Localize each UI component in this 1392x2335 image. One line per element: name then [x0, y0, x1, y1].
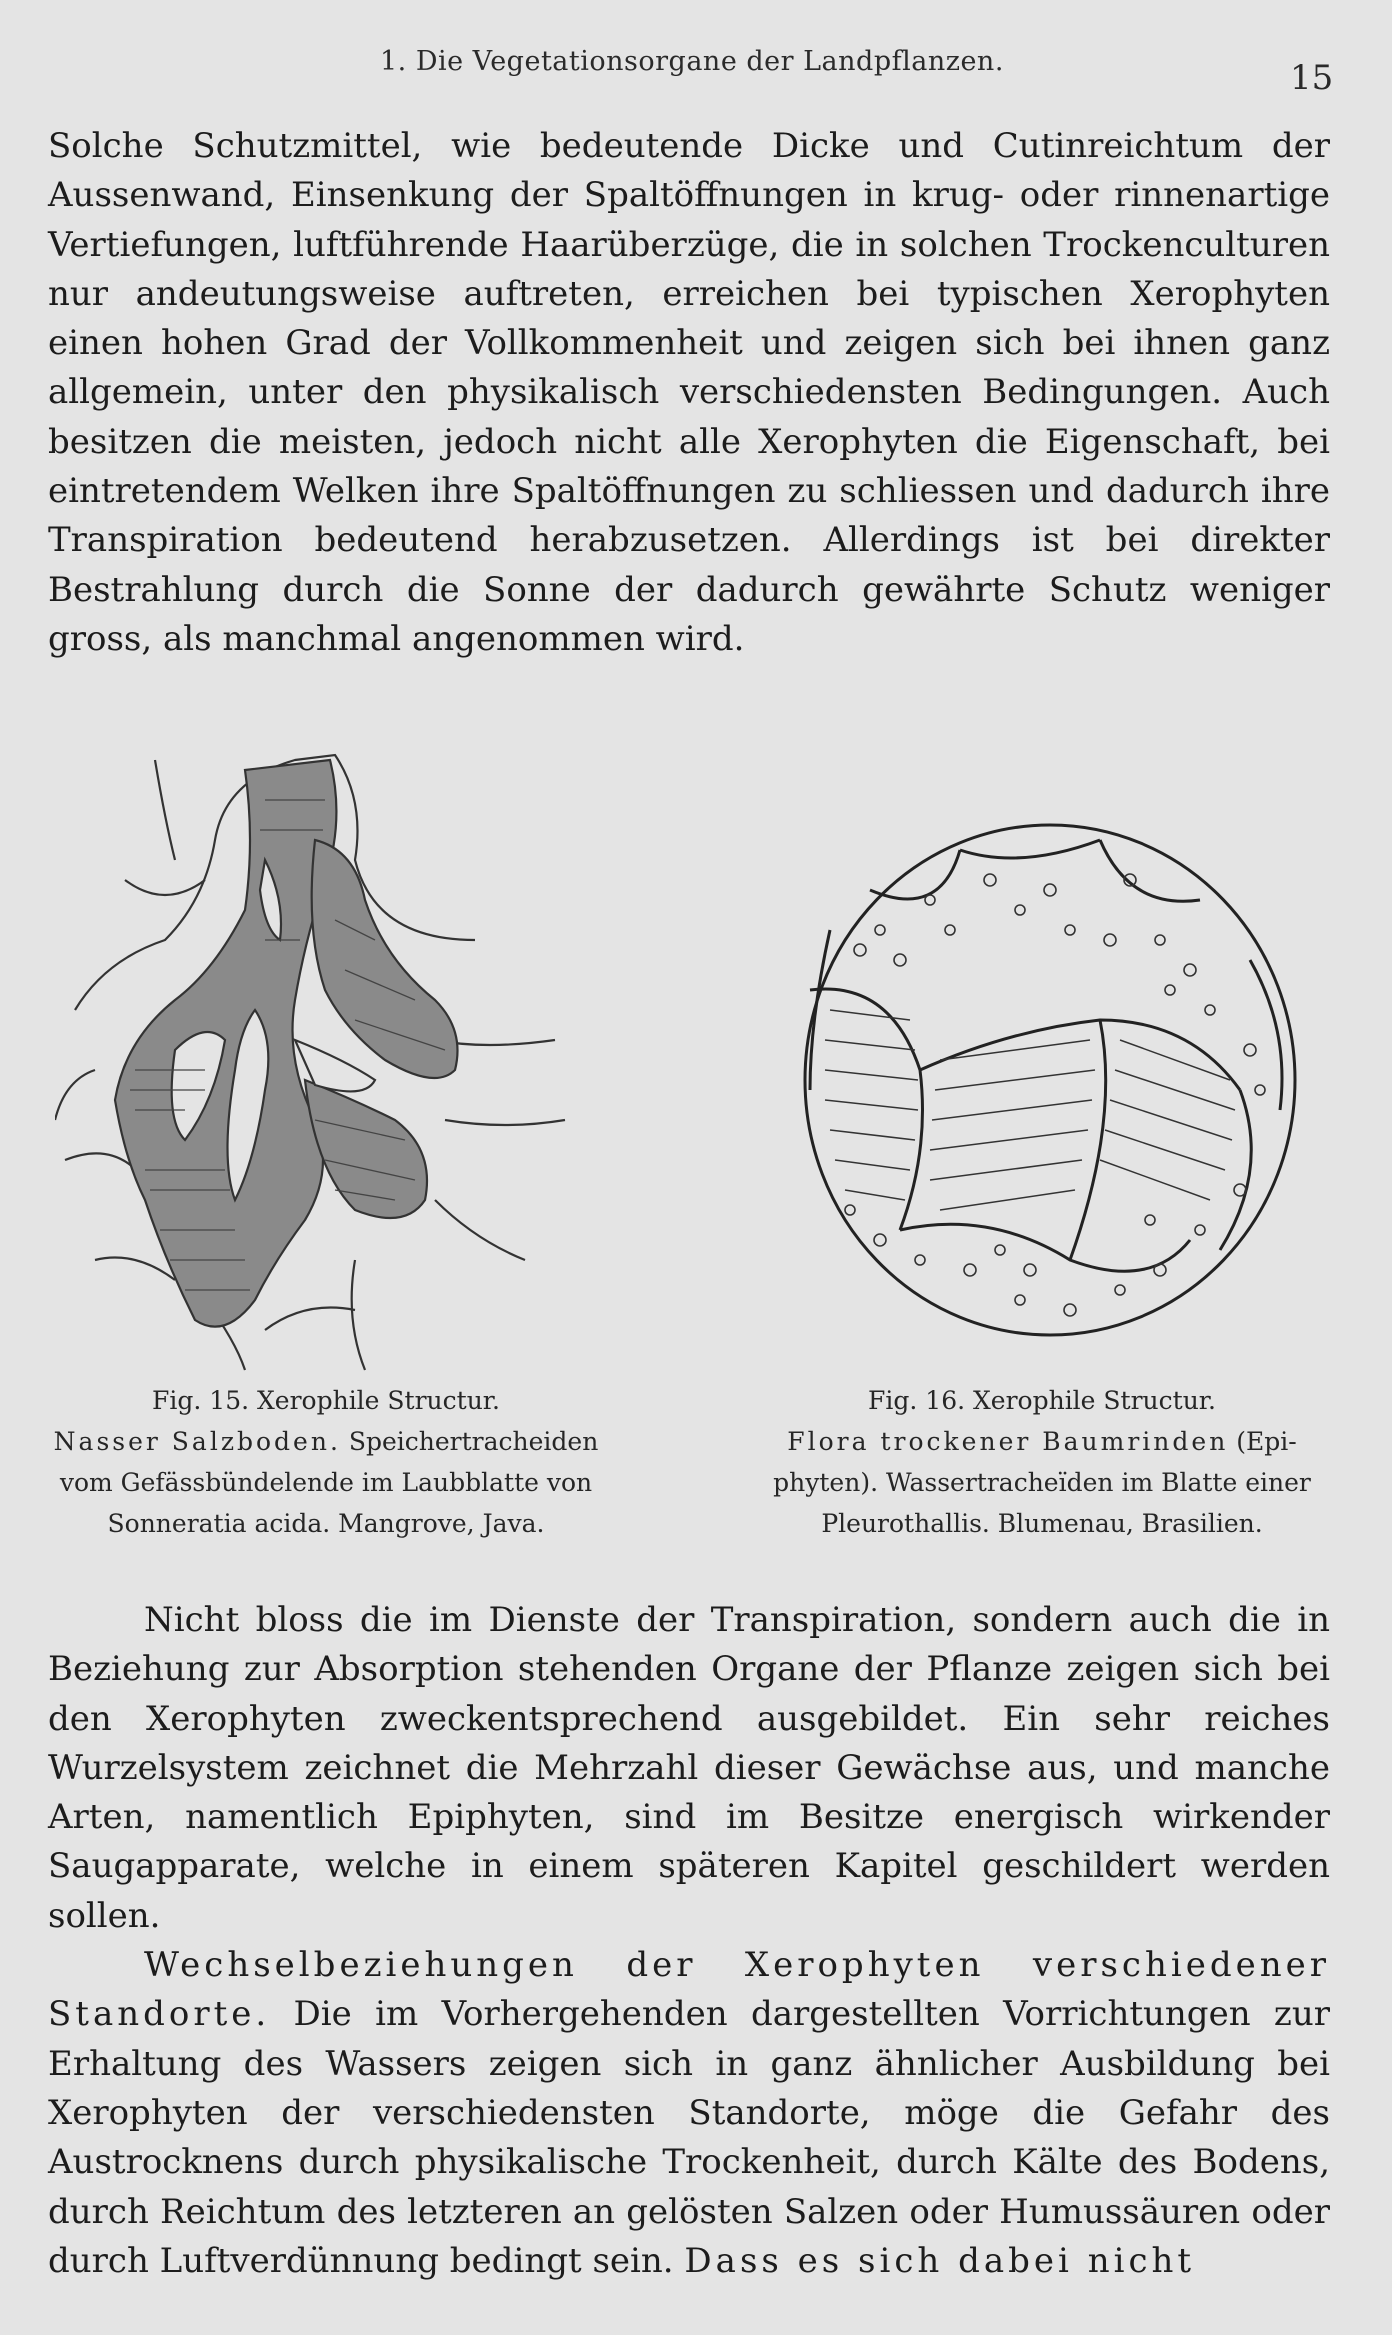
caption-spaced-text: Nasser Salzboden.: [53, 1427, 341, 1456]
spaced-heading: Wechselbeziehungen der Xerophyten verschiedener Standorte.: [48, 1945, 1330, 2035]
caption-label: Fig. 16. Xerophile Structur.: [868, 1386, 1216, 1415]
spaced-tail: Dass es sich dabei nicht: [684, 2240, 1196, 2281]
caption-text: (Epi-: [1236, 1427, 1297, 1456]
paragraph-standorte: [48, 1941, 1330, 2286]
paragraph-text: Die im Vorhergehenden dargestellten Vorrichtungen zur Erhaltung des Wassers zeigen sich in ganz ähnlicher Ausbildung bei Xerophyten der verschiedensten Standorte, möge die Gefahr des Austrocknens durch physikalische Trockenheit, durch Kälte des Bodens, durch Reichtum des letzteren an gelösten Salzen oder Humussäuren oder durch Luftverdünnung bedingt sein.: [48, 1994, 1330, 2281]
paragraph-absorption: [48, 1596, 1330, 2286]
figure-15-caption: [36, 1380, 616, 1544]
page-number: 15: [1290, 58, 1334, 98]
paragraph-text: Solche Schutzmittel, wie bedeutende Dicke und Cutinreichtum der Aussenwand, Einsenkung der Spaltöffnungen in krug- oder rinnenartige Vertiefungen, luftführende Haarüberzüge, die in solchen Trockenculturen nur andeutungsweise auftreten, erreichen bei typischen Xerophyten einen hohen Grad der Vollkommenheit und zeigen sich bei ihnen ganz allgemein, unter den physikalisch verschiedensten Bedingungen. Auch besitzen die meisten, jedoch nicht alle Xerophyten die Eigenschaft, bei eintretendem Welken ihre Spaltöffnungen zu schliessen und dadurch ihre Transpiration bedeutend herabzusetzen. Allerdings ist bei direkter Bestrahlung durch die Sonne der dadurch gewährte Schutz weniger gross, als manchmal angenommen wird.: [48, 126, 1330, 659]
figure-16-caption: [742, 1380, 1342, 1544]
caption-line: [742, 1421, 1342, 1462]
caption-text: Speichertracheiden: [348, 1427, 599, 1456]
paragraph-text: Nicht bloss die im Dienste der Transpiration, sondern auch die in Beziehung zur Absorption stehenden Organe der Pflanze zeigen sich bei den Xerophyten zweckentsprechend ausgebildet. Ein sehr reiches Wurzelsystem zeichnet die Mehrzahl dieser Gewächse aus, und manche Arten, namentlich Epiphyten, sind im Besitze energisch wirkender Saugapparate, welche in einem späteren Kapitel geschildert werden sollen.: [48, 1600, 1330, 1936]
caption-line: Sonneratia acida. Mangrove, Java.: [107, 1509, 545, 1538]
figure-16-illustration: [770, 790, 1330, 1370]
figure-15-illustration: [55, 740, 575, 1380]
running-head: 1. Die Vegetationsorgane der Landpflanzen.: [380, 46, 1004, 77]
caption-label: Fig. 15. Xerophile Structur.: [152, 1386, 500, 1415]
caption-line: Pleurothallis. Blumenau, Brasilien.: [821, 1509, 1263, 1538]
paragraph-protective-measures: [48, 122, 1330, 664]
caption-line: phyten). Wassertracheïden im Blatte einer: [773, 1468, 1311, 1497]
caption-spaced-text: Flora trockener Baumrinden: [787, 1427, 1229, 1456]
caption-line: vom Gefässbündelende im Laubblatte von: [59, 1468, 593, 1497]
caption-line: [36, 1421, 616, 1462]
